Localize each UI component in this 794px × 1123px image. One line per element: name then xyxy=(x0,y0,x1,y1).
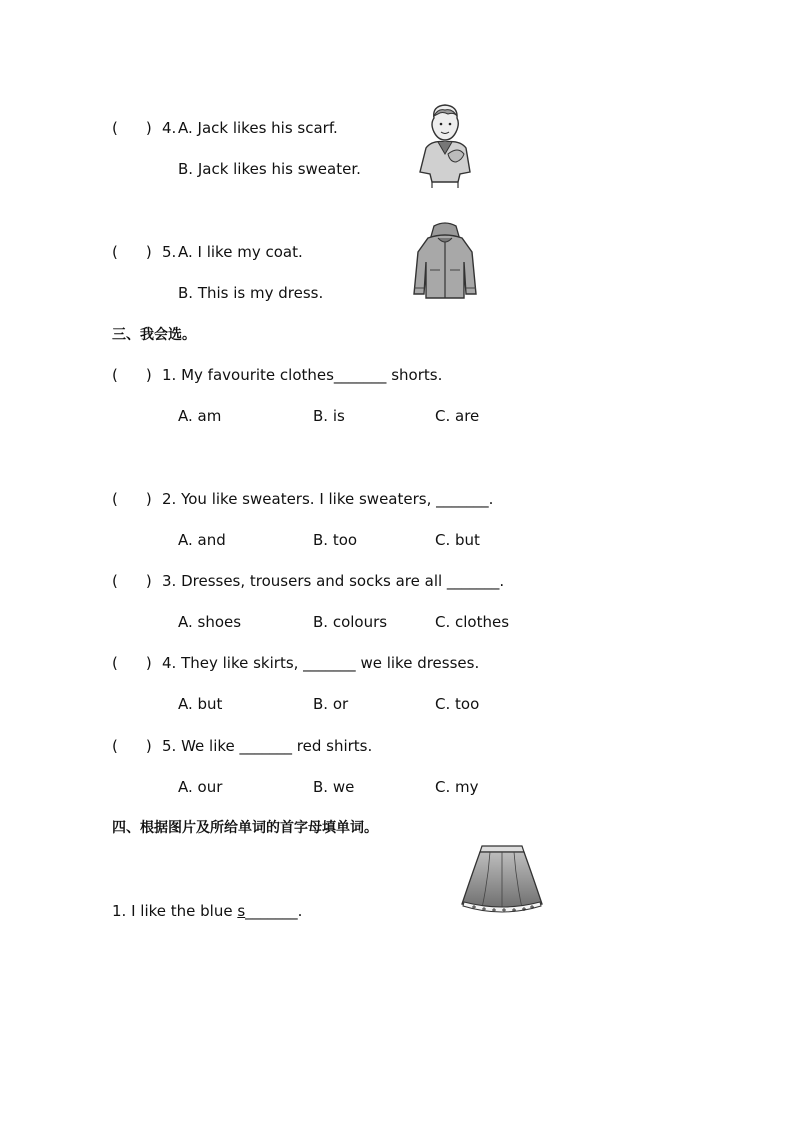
option-a-text: A. I like my coat. xyxy=(178,243,303,261)
answer-paren[interactable]: ( ) xyxy=(112,572,152,590)
boy-with-sweater-picture xyxy=(412,102,478,188)
option-a: A. our xyxy=(178,778,223,796)
option-c: C. but xyxy=(435,531,480,549)
question-number: 5. xyxy=(162,243,177,261)
option-b-text: B. Jack likes his sweater. xyxy=(178,160,361,178)
option-a: A. but xyxy=(178,695,223,713)
question-stem: 1. My favourite clothes_______ shorts. xyxy=(162,366,443,384)
fill-in-sentence[interactable]: 1. I like the blue s_______. xyxy=(112,902,303,920)
option-b: B. or xyxy=(313,695,349,713)
option-b: B. is xyxy=(313,407,345,425)
section-heading-4: 四、根据图片及所给单词的首字母填单词。 xyxy=(112,820,378,836)
section-heading-3: 三、我会选。 xyxy=(112,327,196,343)
answer-paren[interactable]: ( ) xyxy=(112,737,152,755)
option-c: C. my xyxy=(435,778,479,796)
question-number: 4. xyxy=(162,119,177,137)
answer-paren[interactable]: ( ) xyxy=(112,366,152,384)
option-c: C. are xyxy=(435,407,480,425)
answer-paren[interactable]: ( ) xyxy=(112,654,152,672)
answer-paren[interactable]: ( ) xyxy=(112,119,152,137)
skirt-picture xyxy=(460,840,544,916)
option-a: A. and xyxy=(178,531,226,549)
question-stem: 2. You like sweaters. I like sweaters, _______. xyxy=(162,490,494,508)
option-c: C. clothes xyxy=(435,613,510,631)
answer-paren[interactable]: ( ) xyxy=(112,490,152,508)
option-a-text: A. Jack likes his scarf. xyxy=(178,119,338,137)
option-b: B. too xyxy=(313,531,358,549)
option-a: A. am xyxy=(178,407,222,425)
question-stem: 3. Dresses, trousers and socks are all _______. xyxy=(162,572,505,590)
answer-paren[interactable]: ( ) xyxy=(112,243,152,261)
option-b-text: B. This is my dress. xyxy=(178,284,324,302)
option-b: B. we xyxy=(313,778,355,796)
question-stem: 5. We like _______ red shirts. xyxy=(162,737,373,755)
question-stem: 4. They like skirts, _______ we like dresses. xyxy=(162,654,480,672)
option-b: B. colours xyxy=(313,613,388,631)
hooded-coat-picture xyxy=(410,222,480,300)
option-a: A. shoes xyxy=(178,613,242,631)
option-c: C. too xyxy=(435,695,480,713)
